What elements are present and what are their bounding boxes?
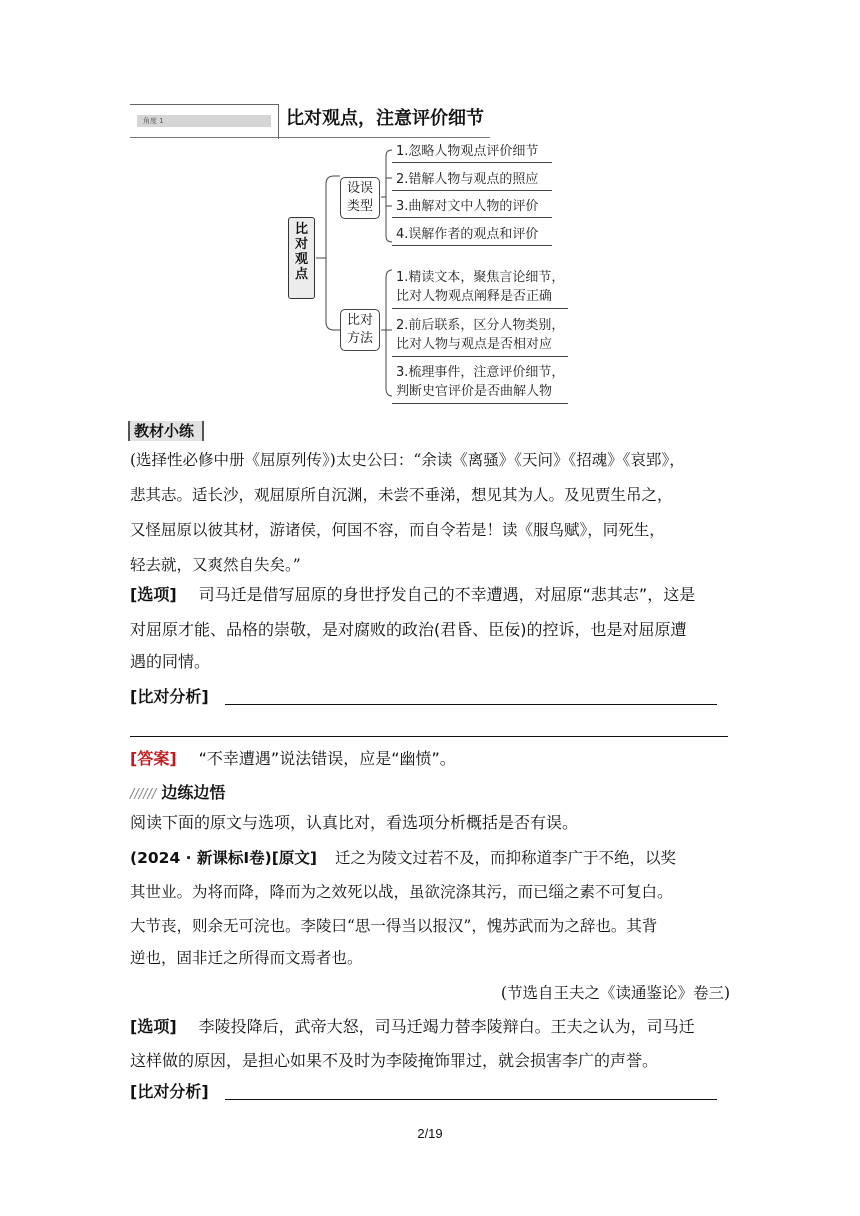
analysis-answer-blank[interactable]	[225, 1085, 717, 1100]
mindmap-leaf-rule	[392, 403, 568, 404]
mindmap-branch-compare-methods: 比对方法	[340, 309, 380, 351]
option-text: 李陵投降后，武帝大怒，司马迁竭力替李陵辩白。王夫之认为，司马迁	[198, 1017, 695, 1036]
section-title: 比对观点，注意评价细节	[286, 108, 484, 129]
instruction-text: 阅读下面的原文与选项，认真比对，看选项分析概括是否有误。	[130, 813, 579, 832]
mindmap-leaf-rule	[392, 356, 568, 357]
mindmap-root: 比对观点	[288, 217, 315, 299]
mindmap-leaf: 3.曲解对文中人物的评价	[396, 199, 539, 214]
source-label: (2024 · 新课标Ⅰ卷)[原文]	[130, 849, 317, 867]
angle-tag: 角度 1	[137, 115, 271, 127]
source-text-line: 轻去就，又爽然自失矣。”	[130, 556, 301, 574]
mindmap-leaf: 2.错解人物与观点的照应	[396, 172, 539, 187]
mindmap-leaf: 4.误解作者的观点和评价	[396, 227, 539, 242]
option-text-line: 对屈原才能、品格的崇敬，是对腐败的政治(君昏、臣佞)的控诉，也是对屈原遭	[130, 620, 687, 639]
mindmap-leaf-line: 3.梳理事件，注意评价细节，	[396, 365, 565, 380]
mindmap-leaf-rule	[392, 217, 552, 218]
heading-marks: //////	[130, 787, 157, 802]
mindmap-leaf-line: 比对人物观点阐释是否正确	[396, 289, 553, 304]
mindmap-leaf-line: 判断史官评价是否曲解人物	[396, 384, 553, 399]
mindmap-leaf-line: 1.精读文本，聚焦言论细节，	[396, 270, 565, 285]
practice-tag: 教材小练	[134, 422, 195, 440]
analysis-label: [比对分析]	[130, 687, 209, 706]
source-text-line: 悲其志。适长沙，观屈原所自沉渊，未尝不垂涕，想见其为人。及见贾生吊之，	[130, 486, 673, 504]
answer-label: [答案]	[130, 749, 177, 768]
option-label: [选项]	[130, 585, 177, 604]
source-text: 迁之为陵文过若不及，而抑称道李广于不绝，以奖	[334, 849, 676, 867]
analysis-label: [比对分析]	[130, 1082, 209, 1101]
option-text-line: 这样做的原因，是担心如果不及时为李陵掩饰罪过，就会损害李广的声誉。	[130, 1051, 659, 1070]
mindmap-leaf-rule	[392, 308, 568, 309]
source-text-line: (选择性必修中册《屈原列传》)太史公曰：“余读《离骚》《天问》《招魂》《哀郢》，	[130, 451, 685, 469]
option-label: [选项]	[130, 1017, 177, 1036]
mindmap-leaf-rule	[392, 245, 552, 246]
analysis-answer-blank[interactable]	[225, 690, 717, 705]
source-text-line: 又怪屈原以彼其材，游诸侯，何国不容，而自令若是！读《服鸟赋》，同死生，	[130, 521, 665, 539]
page-number: 2/19	[417, 1126, 443, 1141]
mindmap-leaf-line: 比对人物与观点是否相对应	[396, 337, 553, 352]
source-text-line: 逆也，固非迁之所得而文焉者也。	[130, 949, 363, 967]
source-text-line: 大节丧，则余无可浣也。李陵曰“思一得当以报汉”，愧苏武而为之辞也。其背	[130, 917, 658, 935]
option-text: 司马迁是借写屈原的身世抒发自己的不幸遭遇，对屈原“悲其志”，这是	[198, 585, 696, 604]
mindmap-leaf: 1.忽略人物观点评价细节	[396, 144, 539, 159]
citation: (节选自王夫之《读通鉴论》卷三)	[500, 984, 730, 1002]
source-text-line: 其世业。为将而降，降而为之效死以战，虽欲浣涤其污，而已缁之素不可复白。	[130, 883, 673, 901]
analysis-answer-blank-line[interactable]	[130, 736, 728, 737]
mindmap-leaf-rule	[392, 162, 552, 163]
mindmap-leaf-line: 2.前后联系，区分人物类别，	[396, 318, 565, 333]
option-text-line: 遇的同情。	[130, 652, 211, 671]
answer-text: “不幸遭遇”说法错误，应是“幽愤”。	[198, 749, 456, 768]
mindmap-branch-error-types: 设误类型	[340, 177, 380, 219]
practice-heading: 边练边悟	[161, 783, 226, 802]
mindmap-leaf-rule	[392, 190, 552, 191]
